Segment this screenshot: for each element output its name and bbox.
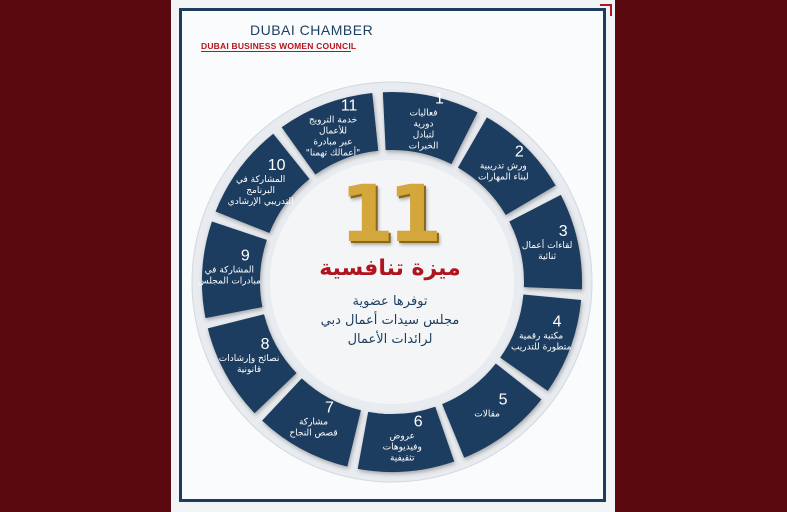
segment-6-label-line: تثقيفية: [389, 453, 415, 464]
segment-6-label-line: وفيديوهات: [382, 442, 422, 453]
segment-6-number: 6: [413, 413, 423, 431]
segment-2-number: 2: [514, 143, 524, 161]
segment-4-number: 4: [552, 313, 562, 331]
brand-name: DUBAI CHAMBER: [250, 22, 374, 38]
segment-9-number: 9: [240, 247, 250, 265]
segment-10-number: 10: [267, 157, 286, 175]
segment-11-number: 11: [340, 97, 358, 115]
segment-3-label-line: لقاءات أعمال: [521, 241, 573, 252]
segment-1-number: 1: [435, 90, 444, 108]
segment-4-label-line: متطورة للتدريب: [510, 342, 572, 353]
segment-11-label-line: "أعمالك تهمنا": [305, 148, 361, 159]
segment-3-number: 3: [558, 223, 568, 241]
segment-10-label-line: المشاركة في: [235, 175, 286, 186]
center-title: ميزة تنافسية: [319, 256, 461, 281]
segment-1-label-line: الخبرات: [408, 141, 439, 152]
segment-11-label-line: عبر مبادرة: [313, 137, 353, 148]
segment-8-label-line: نصائح وإرشادات: [218, 353, 280, 364]
segment-10-label-line: البرنامج: [246, 186, 276, 197]
segment-11-label-line: للأعمال: [319, 126, 348, 137]
segment-1-label-line: فعاليات: [409, 108, 438, 119]
segment-10-label-line: التدريبي الإرشادي: [227, 197, 294, 208]
segment-9-label-line: مبادرات المجلس: [197, 276, 261, 287]
segment-8-number: 8: [260, 335, 270, 353]
segment-8-label-line: قانونية: [236, 364, 262, 375]
segment-2-label-line: لبناء المهارات: [477, 172, 529, 183]
segment-7-number: 7: [325, 399, 334, 417]
segment-3-label-line: ثنائية: [538, 252, 557, 263]
segment-11-label-line: خدمة الترويج: [308, 115, 358, 126]
center-number: 11: [339, 170, 437, 260]
segment-9-label-line: المشاركة في: [204, 265, 255, 276]
segment-6-label-line: عروض: [389, 431, 416, 442]
segment-7-label-line: قصص النجاح: [289, 428, 338, 439]
segment-1-label-line: لتبادل: [412, 130, 435, 141]
segment-5-number: 5: [498, 391, 508, 409]
brand-council: DUBAI BUSINESS WOMEN COUNCIL: [201, 41, 357, 51]
center-line-1: توفرها عضوية: [352, 294, 428, 309]
segment-2-label-line: ورش تدريبية: [479, 161, 527, 172]
center-line-3: لرائدات الأعمال: [347, 332, 433, 347]
center-line-2: مجلس سيدات أعمال دبي: [320, 313, 460, 328]
segment-1-label-line: دورية: [413, 119, 434, 130]
segment-7-label-line: مشاركة: [298, 417, 329, 428]
segment-4-label-line: مكتبة رقمية: [518, 331, 564, 342]
segment-5-label-line: مقالات: [474, 409, 500, 420]
